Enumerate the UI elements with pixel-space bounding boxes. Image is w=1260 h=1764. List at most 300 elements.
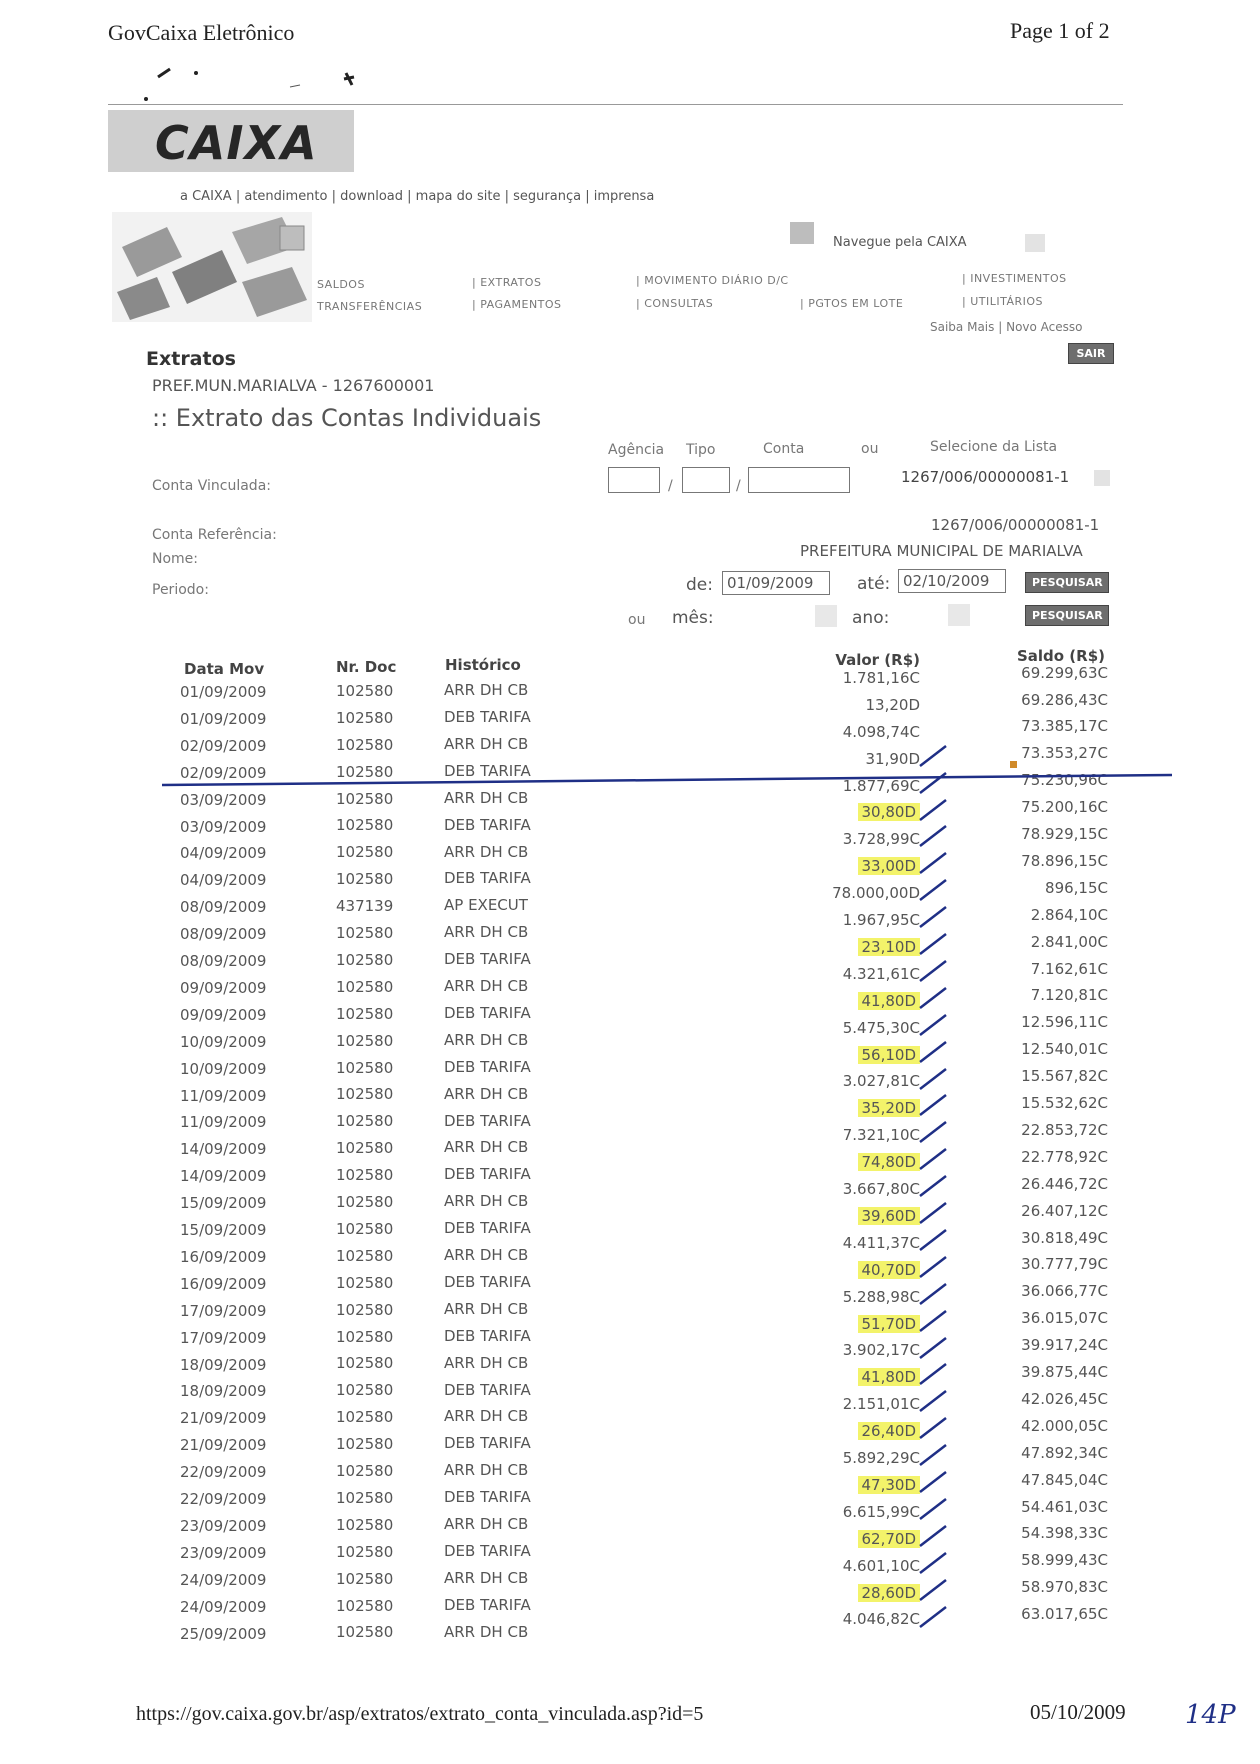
check-mark-stroke — [920, 1284, 946, 1304]
check-mark-stroke — [920, 853, 946, 873]
cell-valor — [760, 938, 920, 956]
col-conta-label: Conta — [763, 441, 805, 457]
check-mark-annotation — [916, 769, 956, 799]
check-mark-annotation — [916, 1522, 956, 1552]
highlighted-value: 39,60D — [858, 1207, 921, 1225]
check-mark-stroke — [920, 1311, 946, 1331]
cell-historico: DEB TARIFA — [444, 1380, 531, 1399]
cell-nr-doc: 102580 — [336, 1488, 394, 1507]
check-mark-stroke — [920, 1418, 946, 1438]
cell-data-mov: 09/09/2009 — [180, 1005, 267, 1024]
cell-saldo: 39.875,44C — [1021, 1363, 1108, 1381]
check-mark-stroke — [920, 1015, 946, 1035]
cell-valor: 4.411,37C — [842, 1233, 920, 1252]
check-mark-stroke — [920, 1445, 946, 1465]
cell-nr-doc: 102580 — [336, 924, 394, 942]
col-tipo-label: Tipo — [686, 442, 716, 458]
conta-input[interactable] — [748, 467, 850, 493]
menu-investimentos[interactable]: | INVESTIMENTOS — [962, 272, 1067, 285]
cell-historico: AP EXECUT — [444, 896, 528, 915]
cell-historico: ARR DH CB — [444, 1246, 529, 1265]
sair-button[interactable]: SAIR — [1068, 343, 1114, 364]
agencia-input[interactable] — [608, 467, 660, 493]
section-title: Extratos — [146, 348, 236, 370]
cell-nr-doc: 102580 — [336, 1246, 394, 1265]
cell-nr-doc: 102580 — [336, 977, 394, 996]
cell-data-mov: 21/09/2009 — [180, 1436, 267, 1455]
cell-data-mov: 14/09/2009 — [180, 1167, 267, 1186]
highlighted-value: 33,00D — [858, 857, 921, 875]
check-mark-annotation — [916, 742, 956, 772]
cell-valor: 1.877,69C — [842, 776, 920, 795]
date-to-input[interactable]: 02/10/2009 — [898, 569, 1006, 593]
scan-marks — [140, 55, 440, 105]
cell-nr-doc: 102580 — [336, 1219, 394, 1238]
cell-nr-doc: 102580 — [336, 789, 394, 808]
cell-valor — [760, 1261, 920, 1279]
nav-link-a-caixa[interactable]: a CAIXA — [180, 189, 232, 204]
highlighted-value: 26,40D — [858, 1422, 921, 1440]
check-mark-stroke — [920, 1122, 946, 1142]
conta-referencia-label: Conta Referência: — [152, 527, 277, 543]
cell-data-mov: 11/09/2009 — [180, 1086, 267, 1105]
highlighted-value: 28,60D — [858, 1584, 921, 1602]
cell-saldo: 30.777,79C — [1021, 1255, 1108, 1274]
cell-saldo: 2.841,00C — [1030, 932, 1108, 951]
check-mark-annotation — [916, 930, 956, 960]
cell-data-mov: 08/09/2009 — [180, 898, 267, 917]
cell-historico: ARR DH CB — [444, 842, 529, 861]
cell-saldo: 63.017,65C — [1021, 1605, 1108, 1624]
cell-data-mov: 22/09/2009 — [180, 1463, 267, 1482]
check-mark-annotation — [916, 1253, 956, 1283]
menu-utilitarios[interactable]: | UTILITÁRIOS — [962, 295, 1044, 308]
menu-pagamentos[interactable]: | PAGAMENTOS — [472, 298, 562, 311]
cell-historico: ARR DH CB — [444, 1138, 529, 1157]
check-mark-annotation — [916, 1280, 956, 1310]
check-mark-annotation — [916, 1468, 956, 1498]
conta-referencia-value: 1267/006/00000081-1 — [931, 516, 1100, 534]
check-mark-stroke — [920, 1069, 946, 1089]
top-nav: a CAIXA | atendimento | download | mapa do site | segurança | imprensa — [180, 189, 655, 204]
cell-saldo: 7.120,81C — [1030, 986, 1108, 1005]
cell-saldo: 47.845,04C — [1021, 1470, 1108, 1489]
check-mark-annotation — [916, 957, 956, 987]
cell-data-mov: 04/09/2009 — [180, 844, 267, 863]
cell-nr-doc: 102580 — [336, 1112, 394, 1131]
highlighted-value: 30,80D — [858, 803, 921, 821]
cell-valor — [760, 1207, 920, 1225]
de-label: de: — [686, 575, 713, 595]
navegue-icon — [790, 222, 814, 244]
cell-historico: ARR DH CB — [444, 977, 529, 996]
cell-historico: DEB TARIFA — [444, 950, 531, 969]
cell-nr-doc: 102580 — [336, 1327, 394, 1346]
cell-historico: DEB TARIFA — [444, 869, 531, 888]
cell-nr-doc: 102580 — [336, 950, 394, 969]
col-agencia-label: Agência — [608, 442, 665, 458]
cell-saldo: 42.000,05C — [1021, 1416, 1108, 1435]
check-mark-stroke — [920, 773, 946, 793]
cell-historico: ARR DH CB — [444, 1084, 529, 1103]
th-historico: Histórico — [445, 656, 521, 674]
cell-valor — [760, 1046, 920, 1064]
check-mark-stroke — [920, 961, 946, 981]
cell-data-mov: 23/09/2009 — [180, 1516, 267, 1535]
cell-historico: DEB TARIFA — [444, 1111, 531, 1130]
cell-historico: ARR DH CB — [444, 1407, 529, 1426]
cell-data-mov: 03/09/2009 — [180, 817, 267, 836]
check-mark-annotation — [916, 1145, 956, 1175]
cell-historico: DEB TARIFA — [444, 1003, 531, 1022]
cell-historico: ARR DH CB — [444, 734, 529, 753]
cell-saldo: 12.596,11C — [1021, 1013, 1108, 1032]
highlighted-value: 41,80D — [858, 992, 921, 1010]
check-mark-stroke — [920, 746, 946, 766]
cell-historico: ARR DH CB — [444, 1299, 529, 1318]
cell-saldo: 58.970,83C — [1021, 1578, 1108, 1597]
cell-nr-doc: 102580 — [336, 870, 394, 889]
highlighted-value: 47,30D — [858, 1476, 921, 1494]
cell-data-mov: 17/09/2009 — [180, 1301, 267, 1320]
navegue-label: Navegue pela CAIXA — [833, 235, 967, 250]
th-saldo: Saldo (R$) — [1016, 647, 1105, 665]
print-date: 05/10/2009 — [1030, 1700, 1126, 1724]
cell-historico: ARR DH CB — [444, 1353, 529, 1372]
cell-data-mov: 10/09/2009 — [180, 1032, 267, 1051]
cell-historico: ARR DH CB — [444, 1461, 529, 1480]
cell-valor: 5.288,98C — [842, 1287, 920, 1306]
date-from-input[interactable]: 01/09/2009 — [722, 571, 830, 595]
saiba-mais-link[interactable]: Saiba Mais — [930, 320, 995, 334]
menu-consultas[interactable]: | CONSULTAS — [636, 297, 714, 310]
cell-historico: DEB TARIFA — [444, 761, 531, 780]
print-app-name: GovCaixa Eletrônico — [108, 20, 295, 45]
cell-nr-doc: 102580 — [336, 1462, 394, 1480]
cell-saldo: 36.015,07C — [1021, 1309, 1108, 1328]
cell-data-mov: 09/09/2009 — [180, 978, 267, 997]
cell-data-mov: 24/09/2009 — [180, 1597, 267, 1616]
cell-nr-doc: 102580 — [336, 1515, 394, 1534]
cell-valor: 4.601,10C — [842, 1556, 920, 1575]
ou-label: ou — [628, 612, 646, 628]
cell-valor — [760, 992, 920, 1010]
cell-saldo: 22.853,72C — [1021, 1120, 1108, 1139]
col-ou-label: ou — [861, 441, 879, 457]
check-mark-stroke — [920, 1230, 946, 1250]
nome-label: Nome: — [152, 551, 199, 567]
check-mark-stroke — [920, 1607, 946, 1627]
nome-value: PREFEITURA MUNICIPAL DE MARIALVA — [800, 542, 1083, 560]
th-nr-doc: Nr. Doc — [336, 658, 397, 676]
cell-saldo: 15.567,82C — [1021, 1067, 1108, 1086]
ate-label: até: — [857, 574, 891, 594]
cell-historico: DEB TARIFA — [444, 1595, 531, 1614]
highlighted-value: 35,20D — [858, 1099, 921, 1117]
check-mark-annotation — [916, 1576, 956, 1606]
cell-nr-doc: 102580 — [336, 1300, 394, 1319]
cell-historico: DEB TARIFA — [444, 1272, 531, 1291]
cell-nr-doc: 102580 — [336, 1569, 394, 1588]
conta-vinculada-select[interactable]: 1267/006/00000081-1 — [901, 468, 1070, 486]
cell-saldo: 26.446,72C — [1021, 1174, 1108, 1193]
ano-label: ano: — [852, 608, 890, 628]
cell-nr-doc: 102580 — [336, 1408, 394, 1427]
pesquisar-periodo-button[interactable]: PESQUISAR — [1025, 572, 1109, 593]
cell-data-mov: 02/09/2009 — [180, 763, 267, 782]
page-subtitle: :: Extrato das Contas Individuais — [152, 404, 542, 432]
check-mark-annotation — [916, 1011, 956, 1041]
cell-valor: 5.475,30C — [842, 1018, 920, 1037]
cell-valor — [760, 1153, 920, 1171]
cell-nr-doc: 102580 — [336, 1031, 394, 1050]
cell-valor: 4.321,61C — [842, 964, 920, 983]
check-mark-stroke — [920, 1391, 946, 1411]
cell-nr-doc: 102580 — [336, 1058, 394, 1077]
check-mark-stroke — [920, 1364, 946, 1384]
cell-nr-doc: 102580 — [336, 762, 394, 781]
check-mark-stroke — [920, 1526, 946, 1546]
banner-image — [112, 212, 312, 322]
cell-nr-doc: 102580 — [336, 843, 394, 862]
cell-saldo: 73.385,17C — [1021, 717, 1108, 736]
cell-data-mov: 24/09/2009 — [180, 1570, 267, 1589]
cell-historico: DEB TARIFA — [444, 1434, 531, 1453]
cell-valor: 7.321,10C — [842, 1126, 920, 1145]
cell-historico: DEB TARIFA — [444, 1057, 531, 1076]
check-mark-annotation — [916, 1307, 956, 1337]
check-mark-stroke — [920, 907, 946, 927]
cell-valor: 13,20D — [865, 695, 920, 714]
caixa-logo[interactable]: CAIXA — [155, 116, 318, 170]
check-mark-stroke — [920, 826, 946, 846]
cell-nr-doc: 102580 — [336, 1435, 394, 1454]
check-mark-annotation — [916, 1172, 956, 1202]
tipo-input[interactable] — [682, 467, 730, 493]
menu-transferencias[interactable]: TRANSFERÊNCIAS — [317, 300, 423, 313]
cell-saldo: 26.407,12C — [1021, 1201, 1108, 1220]
check-mark-annotation — [916, 822, 956, 852]
check-mark-stroke — [920, 934, 946, 954]
highlighted-value: 40,70D — [858, 1261, 921, 1279]
th-valor: Valor (R$) — [835, 651, 920, 669]
cell-data-mov: 21/09/2009 — [180, 1409, 267, 1428]
print-page-number: Page 1 of 2 — [1010, 18, 1110, 43]
cell-saldo: 47.892,34C — [1021, 1443, 1108, 1462]
cell-saldo: 15.532,62C — [1021, 1094, 1108, 1112]
cell-valor: 3.027,81C — [842, 1072, 920, 1091]
cell-valor — [760, 1368, 920, 1386]
cell-data-mov: 16/09/2009 — [180, 1247, 267, 1266]
help-links — [930, 320, 1083, 334]
check-mark-annotation — [916, 1118, 956, 1148]
check-mark-annotation — [916, 1549, 956, 1579]
check-mark-annotation — [916, 1495, 956, 1525]
cell-nr-doc: 102580 — [336, 708, 394, 727]
cell-historico: DEB TARIFA — [444, 1219, 531, 1238]
print-url: https://gov.caixa.gov.br/asp/extratos/extrato_conta_vinculada.asp?id=5 — [136, 1703, 704, 1725]
periodo-label: Periodo: — [152, 582, 209, 598]
cell-data-mov: 22/09/2009 — [180, 1490, 267, 1508]
check-mark-stroke — [920, 1149, 946, 1169]
cell-saldo: 2.864,10C — [1030, 905, 1108, 924]
highlighted-value: 56,10D — [858, 1046, 921, 1064]
select-dropdown-icon[interactable] — [1094, 470, 1110, 486]
cell-nr-doc: 102580 — [336, 1085, 394, 1104]
cell-valor: 31,90D — [865, 749, 920, 768]
menu-movimento-diario[interactable]: | MOVIMENTO DIÁRIO D/C — [636, 274, 789, 287]
cell-saldo: 75.200,16C — [1021, 798, 1108, 817]
cell-valor — [760, 1315, 920, 1333]
check-mark-stroke — [920, 1176, 946, 1196]
cell-data-mov: 04/09/2009 — [180, 871, 267, 890]
cell-valor — [760, 1584, 920, 1602]
cell-saldo: 39.917,24C — [1021, 1336, 1108, 1355]
entity-name: PREF.MUN.MARIALVA - 1267600001 — [152, 376, 435, 395]
header-rule — [108, 104, 1123, 105]
cell-historico: DEB TARIFA — [444, 708, 531, 727]
conta-vinculada-label: Conta Vinculada: — [152, 478, 271, 494]
cell-valor — [760, 803, 920, 821]
cell-historico: ARR DH CB — [444, 1192, 529, 1211]
cell-saldo: 54.461,03C — [1021, 1497, 1108, 1516]
cell-valor: 4.098,74C — [842, 722, 920, 741]
cell-data-mov: 08/09/2009 — [180, 952, 267, 970]
cell-data-mov: 02/09/2009 — [180, 736, 267, 755]
cell-saldo: 54.398,33C — [1021, 1524, 1108, 1543]
cell-nr-doc: 102580 — [336, 1166, 394, 1185]
check-mark-stroke — [920, 800, 946, 820]
cell-data-mov: 23/09/2009 — [180, 1543, 267, 1562]
help-links-separator: | — [998, 320, 1003, 334]
cell-saldo: 896,15C — [1045, 878, 1108, 897]
cell-historico: ARR DH CB — [444, 1515, 529, 1534]
check-mark-annotation — [916, 1441, 956, 1471]
cell-valor: 2.151,01C — [842, 1395, 920, 1414]
menu-extratos[interactable]: | EXTRATOS — [472, 276, 542, 289]
cell-data-mov: 01/09/2009 — [180, 683, 267, 701]
highlighted-value: 23,10D — [858, 938, 921, 956]
check-mark-stroke — [920, 880, 946, 900]
cell-historico: DEB TARIFA — [444, 1326, 531, 1345]
col-lista-label: Selecione da Lista — [930, 439, 1058, 455]
cell-data-mov: 16/09/2009 — [180, 1274, 267, 1293]
ano-select[interactable] — [948, 604, 970, 626]
pesquisar-mes-button[interactable]: PESQUISAR — [1025, 605, 1109, 626]
cell-data-mov: 11/09/2009 — [180, 1113, 267, 1132]
check-mark-annotation — [916, 796, 956, 826]
check-mark-stroke — [920, 1203, 946, 1223]
cell-historico: DEB TARIFA — [444, 815, 531, 834]
cell-valor: 3.728,99C — [842, 830, 920, 849]
mes-label: mês: — [672, 608, 714, 628]
cell-valor — [760, 1099, 920, 1117]
cell-saldo: 22.778,92C — [1021, 1147, 1108, 1166]
cell-data-mov: 15/09/2009 — [180, 1194, 267, 1213]
cell-nr-doc: 102580 — [336, 681, 394, 700]
cell-nr-doc: 437139 — [336, 897, 394, 916]
menu-saldos[interactable]: SALDOS — [317, 278, 365, 291]
check-mark-stroke — [920, 1338, 946, 1358]
handwritten-page-note: 14P — [1185, 1700, 1236, 1730]
mes-select[interactable] — [815, 605, 837, 627]
cell-historico: DEB TARIFA — [444, 1541, 531, 1560]
nav-link-seguranca[interactable]: segurança — [513, 189, 582, 204]
cell-data-mov: 14/09/2009 — [180, 1140, 267, 1159]
menu-pgtos-em-lote[interactable]: | PGTOS EM LOTE — [800, 297, 904, 310]
cell-nr-doc: 102580 — [336, 1273, 394, 1292]
check-mark-stroke — [920, 1580, 946, 1600]
cell-nr-doc: 102580 — [336, 1596, 394, 1615]
cell-nr-doc: 102580 — [336, 1193, 394, 1211]
check-mark-annotation — [916, 1387, 956, 1417]
cell-valor — [760, 857, 920, 875]
cell-valor: 5.892,29C — [842, 1449, 920, 1468]
highlighted-value: 51,70D — [858, 1315, 921, 1333]
check-mark-annotation — [916, 1603, 956, 1633]
cell-data-mov: 17/09/2009 — [180, 1328, 267, 1347]
highlighted-value: 62,70D — [858, 1530, 921, 1548]
cell-nr-doc: 102580 — [336, 1542, 394, 1561]
cell-valor: 1.781,16C — [842, 668, 920, 687]
nav-link-imprensa[interactable]: imprensa — [593, 189, 655, 204]
cell-saldo: 12.540,01C — [1021, 1040, 1108, 1059]
cell-valor: 78.000,00D — [832, 884, 920, 903]
check-mark-annotation — [916, 1038, 956, 1068]
cell-nr-doc: 102580 — [336, 1004, 394, 1023]
nav-link-download[interactable]: download — [340, 189, 404, 204]
th-data-mov: Data Mov — [184, 660, 265, 678]
cell-nr-doc: 102580 — [336, 1381, 394, 1400]
cell-saldo: 78.929,15C — [1021, 825, 1108, 843]
slash-2: / — [736, 478, 741, 494]
cell-saldo: 69.286,43C — [1021, 690, 1108, 709]
cell-nr-doc: 102580 — [336, 1139, 394, 1158]
cell-nr-doc: 102580 — [336, 735, 394, 754]
cell-historico: ARR DH CB — [444, 788, 529, 807]
cell-data-mov: 18/09/2009 — [180, 1382, 267, 1401]
cell-saldo: 7.162,61C — [1030, 959, 1108, 978]
novo-acesso-link[interactable]: Novo Acesso — [1006, 320, 1083, 334]
cell-valor: 6.615,99C — [842, 1502, 920, 1521]
check-mark-annotation — [916, 876, 956, 906]
cell-valor: 1.967,95C — [842, 911, 920, 930]
check-mark-stroke — [920, 1042, 946, 1062]
cell-saldo: 30.818,49C — [1021, 1228, 1108, 1247]
cell-data-mov: 18/09/2009 — [180, 1355, 267, 1374]
nav-link-atendimento[interactable]: atendimento — [244, 189, 328, 204]
check-mark-annotation — [916, 1065, 956, 1095]
cell-saldo: 78.896,15C — [1021, 851, 1108, 870]
highlighted-value: 41,80D — [858, 1368, 921, 1386]
nav-link-mapa-do-site[interactable]: mapa do site — [415, 189, 501, 204]
check-mark-annotation — [916, 1360, 956, 1390]
cell-historico: DEB TARIFA — [444, 1165, 531, 1184]
check-mark-annotation — [916, 1199, 956, 1229]
check-mark-annotation — [916, 984, 956, 1014]
cell-historico: ARR DH CB — [444, 681, 529, 700]
navegue-arrow-icon[interactable] — [1025, 234, 1045, 252]
cell-valor — [760, 1422, 920, 1440]
cell-historico: ARR DH CB — [444, 1622, 529, 1641]
check-mark-stroke — [920, 1257, 946, 1277]
cell-valor — [760, 1530, 920, 1548]
check-mark-stroke — [920, 988, 946, 1008]
check-mark-stroke — [920, 1095, 946, 1115]
cell-data-mov: 08/09/2009 — [180, 925, 267, 944]
cell-data-mov: 10/09/2009 — [180, 1059, 267, 1078]
check-mark-annotation — [916, 1226, 956, 1256]
